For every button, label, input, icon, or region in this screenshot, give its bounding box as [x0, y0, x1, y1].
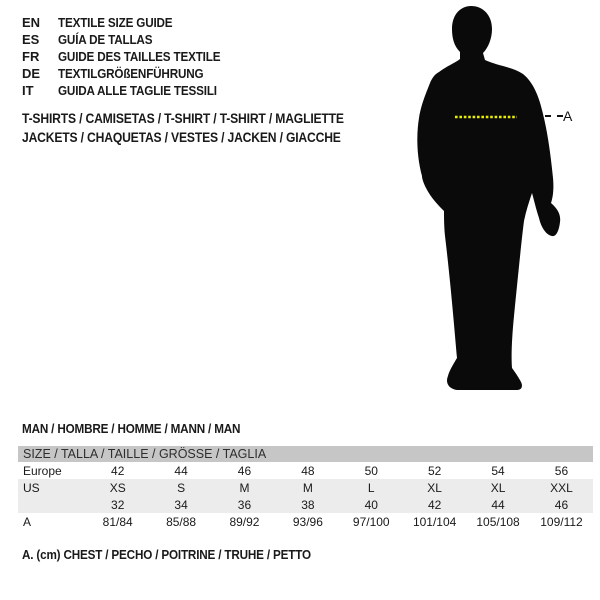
size-cell: 42 [403, 496, 466, 513]
list-item [22, 82, 238, 99]
section-title-man: MAN / HOMBRE / HOMME / MANN / MAN [22, 421, 241, 436]
size-cell: 109/112 [540, 514, 583, 529]
size-cell: 50 [364, 463, 378, 478]
size-cell: 81/84 [102, 514, 133, 529]
row-label [18, 496, 86, 513]
table-row-chest-cm [18, 513, 593, 530]
size-cell: 93/96 [292, 514, 323, 529]
size-table-header: SIZE / TALLA / TAILLE / GRÖSSE / TAGLIA [18, 446, 593, 462]
list-item [22, 48, 238, 65]
size-cell: 36 [213, 496, 276, 513]
garment-line-tshirts: T-SHIRTS / CAMISETAS / T-SHIRT / T-SHIRT / MAGLIETTE [22, 111, 344, 126]
language-guide-list [22, 14, 238, 99]
size-cell: 40 [340, 496, 403, 513]
row-label: Europe [23, 463, 62, 478]
row-label: US [18, 479, 86, 496]
size-cell: 34 [149, 496, 212, 513]
language-label: GUIDE DES TAILLES TEXTILE [58, 49, 221, 64]
size-cell: 46 [237, 463, 252, 478]
size-cell: XL [403, 479, 466, 496]
size-table-header-row [18, 446, 593, 462]
size-cell: M [213, 479, 276, 496]
language-label: GUÍA DE TALLAS [58, 32, 153, 47]
list-item [22, 14, 238, 31]
size-cell: 32 [86, 496, 149, 513]
table-row-europe [18, 462, 593, 479]
size-cell: 44 [466, 496, 529, 513]
size-table-container [18, 446, 593, 530]
size-cell: 44 [174, 463, 188, 478]
size-cell: 56 [554, 463, 569, 478]
size-cell: L [340, 479, 403, 496]
garment-types [22, 109, 380, 147]
garment-line-jackets: JACKETS / CHAQUETAS / VESTES / JACKEN / GIACCHE [22, 130, 341, 145]
measure-label-a: A [563, 108, 573, 124]
size-cell: 42 [111, 463, 125, 478]
size-cell: 101/104 [412, 514, 457, 529]
language-code: FR [22, 49, 40, 64]
language-label: TEXTILE SIZE GUIDE [58, 15, 173, 30]
list-item [22, 65, 238, 82]
size-cell: 105/108 [476, 514, 520, 529]
table-row-us [18, 479, 593, 496]
language-code: ES [22, 32, 40, 47]
row-label: A [23, 514, 32, 529]
size-cell: S [149, 479, 212, 496]
language-code: IT [22, 83, 34, 98]
size-cell: XL [466, 479, 529, 496]
size-cell: 97/100 [352, 514, 390, 529]
list-item [22, 31, 238, 48]
size-cell: M [276, 479, 339, 496]
size-cell: 54 [491, 463, 505, 478]
size-cell: 52 [427, 463, 442, 478]
size-table [18, 446, 593, 530]
language-label: TEXTILGRÖßENFÜHRUNG [58, 66, 204, 81]
language-label: GUIDA ALLE TAGLIE TESSILI [58, 83, 217, 98]
size-cell: XXL [530, 479, 593, 496]
size-cell: 48 [301, 463, 315, 478]
language-code: DE [22, 66, 41, 81]
size-cell: XS [86, 479, 149, 496]
size-cell: 38 [276, 496, 339, 513]
measure-pointer-dashes [545, 115, 563, 117]
language-code: EN [22, 15, 41, 30]
man-silhouette [413, 6, 565, 398]
size-cell: 89/92 [229, 514, 260, 529]
size-cell: 46 [530, 496, 593, 513]
measure-footnote: A. (cm) CHEST / PECHO / POITRINE / TRUHE / PETTO [22, 547, 311, 562]
size-cell: 85/88 [166, 514, 197, 529]
table-row-numeric [18, 496, 593, 513]
